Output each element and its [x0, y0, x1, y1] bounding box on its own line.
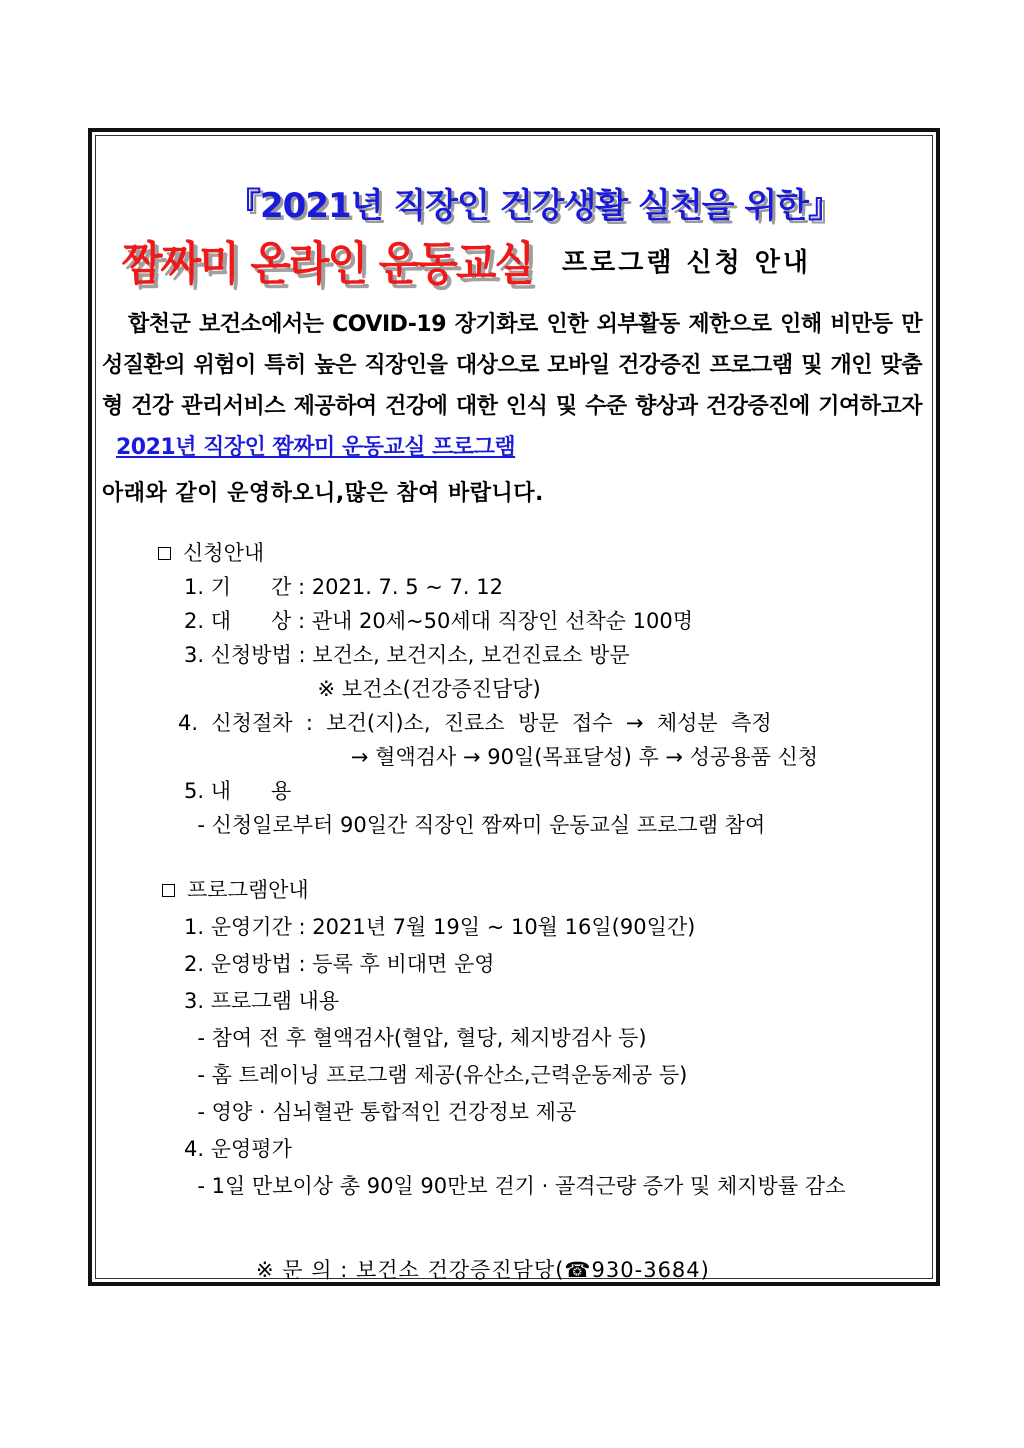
program-section — [162, 872, 845, 1205]
application-section — [158, 536, 818, 842]
title-line-1: 『2021년 직장인 건강생활 실천을 위한』 — [227, 186, 841, 226]
list-item: 4. 운영평가 — [184, 1137, 292, 1161]
list-item: ※ 보건소(건강증진담당) — [184, 677, 541, 701]
section-heading-text: 신청안내 — [183, 541, 265, 565]
list-item: 1. 운영기간 : 2021년 7월 19일 ~ 10월 16일(90일간) — [184, 915, 696, 939]
section-heading-text: 프로그램안내 — [187, 878, 309, 902]
list-item: - 1일 만보이상 총 90일 90만보 걷기 · 골격근량 증가 및 체지방률 감소 — [184, 1174, 846, 1198]
list-item: - 홈 트레이닝 프로그램 제공(유산소,근력운동제공 등) — [184, 1063, 688, 1087]
title-line-2 — [122, 228, 922, 291]
document-frame — [88, 128, 940, 1286]
program-name-title: 짬짜미 온라인 운동교실 — [122, 236, 533, 291]
list-item: 3. 신청방법 : 보건소, 보건지소, 보건진료소 방문 — [184, 643, 630, 667]
title-suffix: 프로그램 신청 안내 — [562, 248, 812, 278]
closing-sentence: 아래와 같이 운영하오니,많은 참여 바랍니다. — [102, 481, 544, 506]
list-item: 2. 운영방법 : 등록 후 비대면 운영 — [184, 952, 495, 976]
list-item: 3. 프로그램 내용 — [184, 989, 340, 1013]
list-item: 4. 신청절차 : 보건(지)소, 진료소 방문 접수 → 체성분 측정 — [178, 711, 772, 735]
checkbox-square-icon — [162, 884, 175, 897]
list-item: 2. 대 상 : 관내 20세~50세대 직장인 선착순 100명 — [184, 609, 694, 633]
program-section-heading — [162, 872, 845, 909]
intro-text: 합천군 보건소에서는 COVID-19 장기화로 인한 외부활동 제한으로 인해 비만등 만성질환의 위험이 특히 높은 직장인을 대상으로 모바일 건강증진 프로그램 및 개인 맞춤형 건강 관리서비스 제공하여 건강에 대한 인식 및 수준 향상과 건강증진에 기여하고자 — [102, 312, 922, 419]
intro-paragraph — [102, 304, 922, 468]
application-section-heading — [158, 536, 818, 570]
contact-info: ※ 문 의 : 보건소 건강증진담당(☎930-3684) — [256, 1258, 710, 1282]
list-item: 1. 기 간 : 2021. 7. 5 ~ 7. 12 — [184, 575, 504, 599]
list-item: - 영양 · 심뇌혈관 통합적인 건강정보 제공 — [184, 1100, 577, 1124]
list-item: - 신청일로부터 90일간 직장인 짬짜미 운동교실 프로그램 참여 — [184, 813, 766, 837]
list-item: - 참여 전 후 혈액검사(혈압, 혈당, 체지방검사 등) — [184, 1026, 647, 1050]
program-link[interactable]: 2021년 직장인 짬짜미 운동교실 프로그램 — [116, 435, 516, 460]
checkbox-square-icon — [158, 547, 171, 560]
list-item: 5. 내 용 — [184, 779, 292, 803]
list-item: → 혈액검사 → 90일(목표달성) 후 → 성공용품 신청 — [184, 745, 819, 769]
frame-inner-border — [95, 135, 933, 1282]
